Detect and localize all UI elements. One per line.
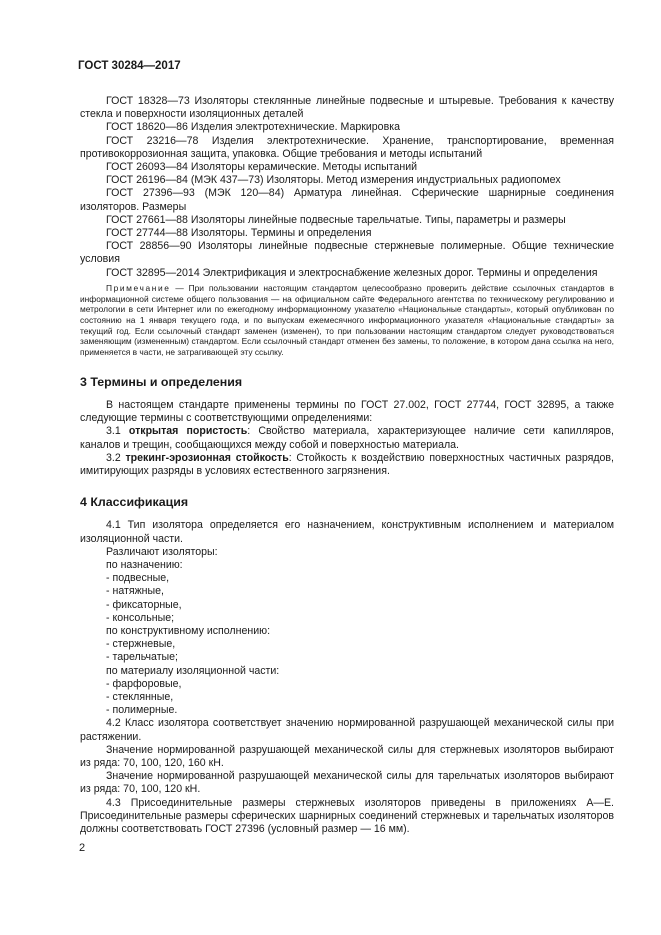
list-item: - стеклянные,	[106, 691, 174, 704]
reference-item: ГОСТ 26093—84 Изоляторы керамические. Методы испытаний	[106, 161, 418, 174]
insulator-type-list	[80, 546, 614, 718]
reference-item: ГОСТ 27396—93 (МЭК 120—84) Арматура линейная. Сферические шарнирные соединения изоляторов. Размеры	[80, 187, 614, 213]
section-3-intro: В настоящем стандарте применены термины по ГОСТ 27.002, ГОСТ 27744, ГОСТ 32895, а также следующие термины с соответствующими определениями:	[80, 398, 614, 425]
note-label: Примечание	[106, 282, 171, 293]
reference-item: ГОСТ 18620—86 Изделия электротехнические. Маркировка	[106, 121, 400, 134]
clause-4-2-rod: Значение нормированной разрушающей механической силы для стержневых изоляторов выбирают из ряда: 70, 100, 120, 160 кН.	[80, 743, 614, 770]
reference-item: ГОСТ 27661—88 Изоляторы линейные подвесные тарельчатые. Типы, параметры и размеры	[106, 213, 566, 226]
section-3-title: 3 Термины и определения	[80, 374, 243, 389]
list-item: - фарфоровые,	[106, 677, 182, 690]
term-3-1	[80, 425, 614, 451]
reference-item: ГОСТ 23216—78 Изделия электротехнические. Хранение, транспортирование, временная противокоррозионная защита, упаковка. Общие требования и методы испытаний	[80, 134, 614, 160]
term-definition: : Свойство материала, характеризующее наличие сети капилляров, каналов и трещин, сообщающихся между собой и поверхностью материала.	[80, 425, 615, 451]
term-definition: : Стойкость к воздействию поверхностных частичных разрядов, имитирующих разряды в условиях естественного загрязнения.	[80, 451, 615, 477]
clause-4-2: 4.2 Класс изолятора соответствует значению нормированной разрушающей механической силы при растяжении.	[80, 717, 614, 743]
list-item: по материалу изоляционной части:	[106, 664, 280, 677]
list-item: - фиксаторные,	[106, 598, 182, 611]
clause-4-1: 4.1 Тип изолятора определяется его назначением, конструктивным исполнением и материалом изоляционной части.	[80, 519, 614, 545]
reference-item: ГОСТ 18328—73 Изоляторы стеклянные линейные подвесные и штыревые. Требования к качеству стекла и поверхности изоляционных деталей	[80, 95, 614, 121]
clause-4-3: 4.3 Присоединительные размеры стержневых изоляторов приведены в приложениях А—Е. Присоединительные размеры сферических шарнирных соединений стержневых и тарельчатых изоляторов должны соответствовать ГОСТ 27396 (условный размер — 16 мм).	[80, 796, 614, 836]
reference-item: ГОСТ 28856—90 Изоляторы линейные подвесные стержневые полимерные. Общие технические условия	[80, 240, 614, 266]
document-header: ГОСТ 30284—2017	[78, 60, 181, 72]
note-text: — При пользовании настоящим стандартом целесообразно проверить действие ссылочных стандартов в информационной системе общего пользования — на официальном сайте Федерального агентства по техническому регулированию и метрологии в сети Интернет или по ежегодному информационному указателю «Национальные стандарты», который опубликован по состоянию на 1 января текущего года, и по выпускам ежемесячного информационного указателя «Национальные стандарты» за текущий год. Если ссылочный стандарт заменен (изменен), то при пользовании настоящим стандартом следует руководствоваться заменяющим (измененным) стандартом. Если ссылочный стандарт отменен без замены, то положение, в котором дана ссылка на него, применяется в части, не затрагивающей эту ссылку.	[80, 282, 614, 358]
list-item: по назначению:	[106, 559, 183, 571]
term-name: трекинг-эрозионная стойкость	[125, 451, 289, 464]
page-number: 2	[79, 842, 86, 854]
references-list	[80, 95, 614, 280]
term-3-2	[80, 452, 614, 478]
section-4-title: 4 Классификация	[80, 495, 189, 510]
list-item: Различают изоляторы:	[106, 545, 218, 558]
list-item: - полимерные.	[106, 704, 178, 717]
term-number: 3.2	[106, 451, 126, 464]
list-item: - консольные;	[106, 611, 175, 624]
reference-item: ГОСТ 32895—2014 Электрификация и электроснабжение железных дорог. Термины и определения	[106, 266, 598, 279]
list-item: - подвесные,	[106, 572, 170, 585]
list-item: - стержневые,	[106, 638, 176, 651]
term-number: 3.1	[106, 425, 129, 438]
list-item: - тарельчатые;	[106, 651, 178, 664]
reference-item: ГОСТ 26196—84 (МЭК 437—73) Изоляторы. Метод измерения индустриальных радиопомех	[106, 174, 561, 187]
list-item: по конструктивному исполнению:	[106, 625, 271, 638]
term-name: открытая пористость	[128, 425, 248, 438]
list-item: - натяжные,	[106, 585, 164, 598]
note-paragraph	[80, 283, 614, 358]
page-content	[80, 95, 614, 836]
clause-4-2-disc: Значение нормированной разрушающей механической силы для тарельчатых изоляторов выбирают из ряда: 70, 100, 120 кН.	[80, 770, 614, 796]
reference-item: ГОСТ 27744—88 Изоляторы. Термины и определения	[106, 227, 372, 240]
